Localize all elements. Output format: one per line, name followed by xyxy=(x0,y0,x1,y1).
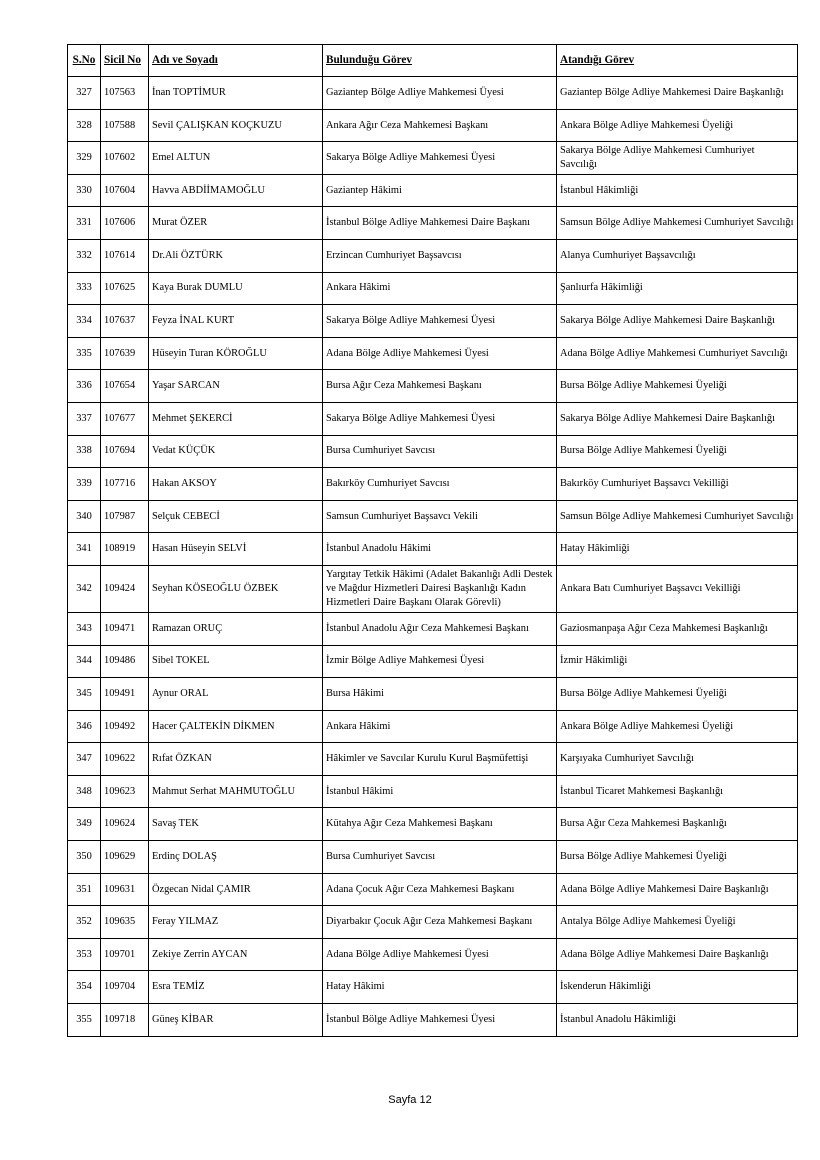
cell-name: Havva ABDİİMAMOĞLU xyxy=(149,174,323,207)
cell-appointed-post: Bakırköy Cumhuriyet Başsavcı Vekilliği xyxy=(557,468,798,501)
cell-name: Mehmet ŞEKERCİ xyxy=(149,402,323,435)
cell-sicil-no: 109704 xyxy=(101,971,149,1004)
table-row xyxy=(68,402,798,435)
cell-current-post: Gaziantep Hâkimi xyxy=(323,174,557,207)
cell-sicil-no: 109701 xyxy=(101,938,149,971)
cell-sno: 350 xyxy=(68,841,101,874)
table-row xyxy=(68,873,798,906)
cell-sno: 344 xyxy=(68,645,101,678)
cell-sno: 343 xyxy=(68,612,101,645)
cell-sicil-no: 109486 xyxy=(101,645,149,678)
cell-sicil-no: 109624 xyxy=(101,808,149,841)
table-row xyxy=(68,743,798,776)
cell-current-post: Ankara Ağır Ceza Mahkemesi Başkanı xyxy=(323,109,557,142)
cell-name: Hüseyin Turan KÖROĞLU xyxy=(149,337,323,370)
cell-name: Selçuk CEBECİ xyxy=(149,500,323,533)
cell-name: Hakan AKSOY xyxy=(149,468,323,501)
cell-appointed-post: Şanlıurfa Hâkimliği xyxy=(557,272,798,305)
cell-name: Sevil ÇALIŞKAN KOÇKUZU xyxy=(149,109,323,142)
table-row xyxy=(68,77,798,110)
cell-sicil-no: 109492 xyxy=(101,710,149,743)
cell-sicil-no: 107987 xyxy=(101,500,149,533)
table-row xyxy=(68,142,798,175)
cell-sno: 354 xyxy=(68,971,101,1004)
table-row xyxy=(68,1004,798,1037)
cell-sicil-no: 109491 xyxy=(101,678,149,711)
cell-current-post: Bakırköy Cumhuriyet Savcısı xyxy=(323,468,557,501)
cell-sno: 345 xyxy=(68,678,101,711)
table-row xyxy=(68,775,798,808)
cell-sno: 336 xyxy=(68,370,101,403)
cell-appointed-post: Sakarya Bölge Adliye Mahkemesi Cumhuriyet Savcılığı xyxy=(557,142,798,175)
cell-appointed-post: Bursa Bölge Adliye Mahkemesi Üyeliği xyxy=(557,370,798,403)
cell-current-post: Bursa Cumhuriyet Savcısı xyxy=(323,435,557,468)
cell-sno: 341 xyxy=(68,533,101,566)
cell-name: Feray YILMAZ xyxy=(149,906,323,939)
cell-appointed-post: Samsun Bölge Adliye Mahkemesi Cumhuriyet Savcılığı xyxy=(557,207,798,240)
cell-appointed-post: Adana Bölge Adliye Mahkemesi Daire Başkanlığı xyxy=(557,938,798,971)
table-row xyxy=(68,207,798,240)
cell-appointed-post: Adana Bölge Adliye Mahkemesi Cumhuriyet Savcılığı xyxy=(557,337,798,370)
cell-sicil-no: 107677 xyxy=(101,402,149,435)
cell-appointed-post: Ankara Bölge Adliye Mahkemesi Üyeliği xyxy=(557,109,798,142)
cell-name: Vedat KÜÇÜK xyxy=(149,435,323,468)
cell-name: Aynur ORAL xyxy=(149,678,323,711)
table-row xyxy=(68,678,798,711)
cell-name: Hacer ÇALTEKİN DİKMEN xyxy=(149,710,323,743)
appointments-table xyxy=(67,44,798,1037)
table-header-row xyxy=(68,45,798,77)
table-row xyxy=(68,841,798,874)
cell-name: Kaya Burak DUMLU xyxy=(149,272,323,305)
cell-current-post: İstanbul Bölge Adliye Mahkemesi Üyesi xyxy=(323,1004,557,1037)
cell-name: Rıfat ÖZKAN xyxy=(149,743,323,776)
cell-current-post: Bursa Ağır Ceza Mahkemesi Başkanı xyxy=(323,370,557,403)
table-row xyxy=(68,808,798,841)
table-body xyxy=(68,77,798,1037)
page-number: Sayfa 12 xyxy=(388,1094,432,1106)
table-row xyxy=(68,239,798,272)
cell-appointed-post: Gaziantep Bölge Adliye Mahkemesi Daire Başkanlığı xyxy=(557,77,798,110)
cell-name: Sibel TOKEL xyxy=(149,645,323,678)
cell-sno: 353 xyxy=(68,938,101,971)
cell-name: Dr.Ali ÖZTÜRK xyxy=(149,239,323,272)
table-row xyxy=(68,645,798,678)
table-row xyxy=(68,906,798,939)
cell-appointed-post: Samsun Bölge Adliye Mahkemesi Cumhuriyet Savcılığı xyxy=(557,500,798,533)
cell-current-post: İstanbul Bölge Adliye Mahkemesi Daire Başkanı xyxy=(323,207,557,240)
cell-sno: 327 xyxy=(68,77,101,110)
cell-appointed-post: İstanbul Hâkimliği xyxy=(557,174,798,207)
cell-appointed-post: Bursa Bölge Adliye Mahkemesi Üyeliği xyxy=(557,841,798,874)
cell-appointed-post: Sakarya Bölge Adliye Mahkemesi Daire Başkanlığı xyxy=(557,305,798,338)
table-row xyxy=(68,435,798,468)
cell-sicil-no: 107654 xyxy=(101,370,149,403)
header-appointed-post: Atandığı Görev xyxy=(557,45,798,77)
cell-sicil-no: 107588 xyxy=(101,109,149,142)
cell-sno: 347 xyxy=(68,743,101,776)
cell-name: Murat ÖZER xyxy=(149,207,323,240)
header-name: Adı ve Soyadı xyxy=(149,45,323,77)
cell-sno: 330 xyxy=(68,174,101,207)
table-row xyxy=(68,337,798,370)
cell-name: Emel ALTUN xyxy=(149,142,323,175)
table-row xyxy=(68,533,798,566)
cell-current-post: Erzincan Cumhuriyet Başsavcısı xyxy=(323,239,557,272)
cell-appointed-post: Hatay Hâkimliği xyxy=(557,533,798,566)
table-row xyxy=(68,109,798,142)
header-current-post: Bulunduğu Görev xyxy=(323,45,557,77)
cell-name: Hasan Hüseyin SELVİ xyxy=(149,533,323,566)
cell-sno: 334 xyxy=(68,305,101,338)
cell-sicil-no: 107606 xyxy=(101,207,149,240)
cell-appointed-post: Antalya Bölge Adliye Mahkemesi Üyeliği xyxy=(557,906,798,939)
cell-sno: 346 xyxy=(68,710,101,743)
cell-sno: 348 xyxy=(68,775,101,808)
cell-appointed-post: Bursa Ağır Ceza Mahkemesi Başkanlığı xyxy=(557,808,798,841)
cell-sno: 355 xyxy=(68,1004,101,1037)
cell-sicil-no: 109635 xyxy=(101,906,149,939)
cell-appointed-post: Ankara Bölge Adliye Mahkemesi Üyeliği xyxy=(557,710,798,743)
cell-name: Güneş KİBAR xyxy=(149,1004,323,1037)
cell-name: Feyza İNAL KURT xyxy=(149,305,323,338)
cell-sno: 338 xyxy=(68,435,101,468)
cell-name: Erdinç DOLAŞ xyxy=(149,841,323,874)
cell-sicil-no: 109471 xyxy=(101,612,149,645)
cell-appointed-post: Alanya Cumhuriyet Başsavcılığı xyxy=(557,239,798,272)
cell-sicil-no: 109629 xyxy=(101,841,149,874)
cell-name: Seyhan KÖSEOĞLU ÖZBEK xyxy=(149,565,323,612)
cell-sno: 328 xyxy=(68,109,101,142)
cell-sicil-no: 109631 xyxy=(101,873,149,906)
cell-sno: 329 xyxy=(68,142,101,175)
cell-current-post: Ankara Hâkimi xyxy=(323,272,557,305)
cell-current-post: Yargıtay Tetkik Hâkimi (Adalet Bakanlığı Adli Destek ve Mağdur Hizmetleri Dairesi Başkanlığı Kadın Hizmetleri Daire Başkanı Olarak Görevli) xyxy=(323,565,557,612)
cell-current-post: Hatay Hâkimi xyxy=(323,971,557,1004)
cell-current-post: İzmir Bölge Adliye Mahkemesi Üyesi xyxy=(323,645,557,678)
cell-current-post: Kütahya Ağır Ceza Mahkemesi Başkanı xyxy=(323,808,557,841)
cell-sno: 339 xyxy=(68,468,101,501)
cell-name: Savaş TEK xyxy=(149,808,323,841)
cell-current-post: Adana Çocuk Ağır Ceza Mahkemesi Başkanı xyxy=(323,873,557,906)
table-row xyxy=(68,174,798,207)
cell-sicil-no: 107639 xyxy=(101,337,149,370)
cell-name: İnan TOPTİMUR xyxy=(149,77,323,110)
cell-appointed-post: İzmir Hâkimliği xyxy=(557,645,798,678)
cell-appointed-post: Bursa Bölge Adliye Mahkemesi Üyeliği xyxy=(557,435,798,468)
table-row xyxy=(68,710,798,743)
cell-current-post: Diyarbakır Çocuk Ağır Ceza Mahkemesi Başkanı xyxy=(323,906,557,939)
cell-sno: 351 xyxy=(68,873,101,906)
cell-current-post: Ankara Hâkimi xyxy=(323,710,557,743)
cell-sicil-no: 107625 xyxy=(101,272,149,305)
cell-appointed-post: İskenderun Hâkimliği xyxy=(557,971,798,1004)
table-row xyxy=(68,612,798,645)
cell-sno: 352 xyxy=(68,906,101,939)
cell-sicil-no: 107694 xyxy=(101,435,149,468)
cell-sicil-no: 109718 xyxy=(101,1004,149,1037)
cell-current-post: Adana Bölge Adliye Mahkemesi Üyesi xyxy=(323,337,557,370)
cell-sicil-no: 107614 xyxy=(101,239,149,272)
cell-current-post: Gaziantep Bölge Adliye Mahkemesi Üyesi xyxy=(323,77,557,110)
cell-current-post: Sakarya Bölge Adliye Mahkemesi Üyesi xyxy=(323,142,557,175)
cell-current-post: Adana Bölge Adliye Mahkemesi Üyesi xyxy=(323,938,557,971)
cell-appointed-post: İstanbul Anadolu Hâkimliği xyxy=(557,1004,798,1037)
cell-appointed-post: İstanbul Ticaret Mahkemesi Başkanlığı xyxy=(557,775,798,808)
cell-name: Ramazan ORUÇ xyxy=(149,612,323,645)
cell-current-post: Samsun Cumhuriyet Başsavcı Vekili xyxy=(323,500,557,533)
cell-current-post: Hâkimler ve Savcılar Kurulu Kurul Başmüfettişi xyxy=(323,743,557,776)
cell-current-post: İstanbul Anadolu Hâkimi xyxy=(323,533,557,566)
cell-name: Esra TEMİZ xyxy=(149,971,323,1004)
cell-appointed-post: Ankara Batı Cumhuriyet Başsavcı Vekilliği xyxy=(557,565,798,612)
table-row xyxy=(68,565,798,612)
table-row xyxy=(68,370,798,403)
cell-current-post: Bursa Cumhuriyet Savcısı xyxy=(323,841,557,874)
cell-sno: 340 xyxy=(68,500,101,533)
cell-name: Yaşar SARCAN xyxy=(149,370,323,403)
table-row xyxy=(68,938,798,971)
table-row xyxy=(68,500,798,533)
header-sno: S.No xyxy=(68,45,101,77)
table-row xyxy=(68,971,798,1004)
cell-name: Özgecan Nidal ÇAMIR xyxy=(149,873,323,906)
cell-sicil-no: 107716 xyxy=(101,468,149,501)
cell-name: Zekiye Zerrin AYCAN xyxy=(149,938,323,971)
cell-name: Mahmut Serhat MAHMUTOĞLU xyxy=(149,775,323,808)
table-row xyxy=(68,305,798,338)
cell-appointed-post: Gaziosmanpaşa Ağır Ceza Mahkemesi Başkanlığı xyxy=(557,612,798,645)
table-row xyxy=(68,468,798,501)
cell-sno: 332 xyxy=(68,239,101,272)
cell-appointed-post: Adana Bölge Adliye Mahkemesi Daire Başkanlığı xyxy=(557,873,798,906)
cell-sno: 342 xyxy=(68,565,101,612)
cell-current-post: Sakarya Bölge Adliye Mahkemesi Üyesi xyxy=(323,305,557,338)
table-row xyxy=(68,272,798,305)
cell-sno: 333 xyxy=(68,272,101,305)
cell-current-post: İstanbul Anadolu Ağır Ceza Mahkemesi Başkanı xyxy=(323,612,557,645)
cell-sno: 331 xyxy=(68,207,101,240)
cell-sicil-no: 109424 xyxy=(101,565,149,612)
cell-sno: 349 xyxy=(68,808,101,841)
cell-sicil-no: 109622 xyxy=(101,743,149,776)
cell-sicil-no: 107563 xyxy=(101,77,149,110)
cell-appointed-post: Sakarya Bölge Adliye Mahkemesi Daire Başkanlığı xyxy=(557,402,798,435)
cell-sicil-no: 107637 xyxy=(101,305,149,338)
cell-sicil-no: 108919 xyxy=(101,533,149,566)
cell-sicil-no: 107602 xyxy=(101,142,149,175)
cell-appointed-post: Karşıyaka Cumhuriyet Savcılığı xyxy=(557,743,798,776)
cell-current-post: Sakarya Bölge Adliye Mahkemesi Üyesi xyxy=(323,402,557,435)
cell-appointed-post: Bursa Bölge Adliye Mahkemesi Üyeliği xyxy=(557,678,798,711)
header-sicil-no: Sicil No xyxy=(101,45,149,77)
cell-current-post: İstanbul Hâkimi xyxy=(323,775,557,808)
cell-current-post: Bursa Hâkimi xyxy=(323,678,557,711)
cell-sicil-no: 109623 xyxy=(101,775,149,808)
cell-sno: 335 xyxy=(68,337,101,370)
cell-sicil-no: 107604 xyxy=(101,174,149,207)
cell-sno: 337 xyxy=(68,402,101,435)
